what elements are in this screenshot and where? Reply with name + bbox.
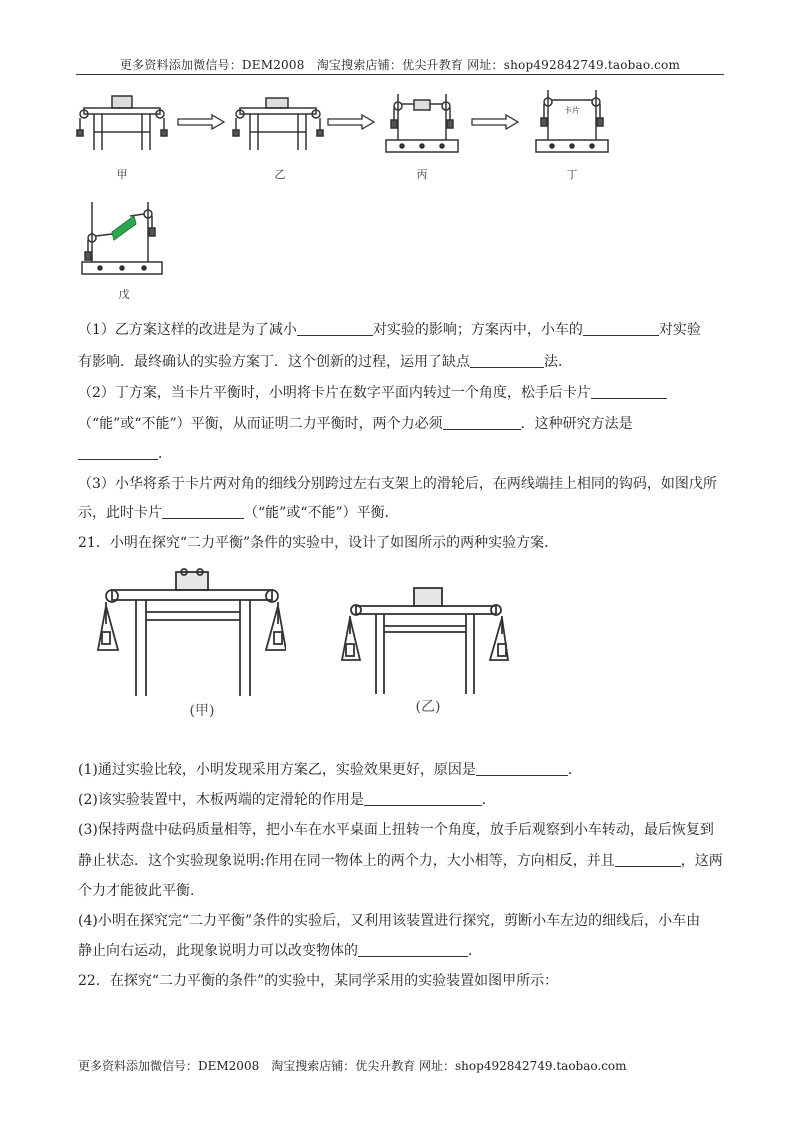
answer-blank[interactable] <box>297 321 373 336</box>
figure-label-yi-paren: (乙) <box>415 699 441 715</box>
figure-label-wu: 戊 <box>118 288 130 301</box>
q20-part1-line2: 有影响．最终确认的实验方案丁．这个创新的过程，运用了缺点 法． <box>78 354 572 370</box>
figure-bing-stand-apparatus <box>382 88 462 158</box>
q20-part2-line3: ． <box>78 444 172 464</box>
q21-stem: 21．小明在探究“二力平衡”条件的实验中，设计了如图所示的两种实验方案． <box>78 535 559 551</box>
answer-blank[interactable] <box>78 445 158 460</box>
q22-stem: 22．在探究“二力平衡的条件”的实验中，某同学采用的实验装置如图甲所示： <box>78 973 559 989</box>
arrow-right-icon <box>176 114 226 130</box>
q21-sub4-line1: (4)小明在探究完“二力平衡”条件的实验后，又利用该装置进行探究，剪断小车左边的细线后，小车由 <box>78 913 701 929</box>
figure-yi-pulley-table <box>340 582 510 696</box>
q20-part3-line1: （3）小华将系于卡片两对角的细线分别跨过左右支架上的滑轮后，在两线端挂上相同的钩码，如图戊所 <box>78 476 717 492</box>
figure-label-yi: 乙 <box>274 168 286 181</box>
q21-sub1: (1)通过实验比较，小明发现采用方案乙，实验效果更好，原因是 ． <box>78 762 582 778</box>
q20-part1-line1: （1）乙方案这样的改进是为了减小 对实验的影响；方案丙中，小车的 对实验 <box>78 322 701 338</box>
answer-blank[interactable] <box>358 942 468 957</box>
q20-part2-line1: （2）丁方案，当卡片平衡时，小明将卡片在数字平面内转过一个角度，松手后卡片 <box>78 383 667 403</box>
q20-part2-line2: （“能”或“不能”）平衡，从而证明二力平衡时，两个力必须 ．这种研究方法是 <box>78 416 633 432</box>
q21-sub4-line2: 静止向右运动，此现象说明力可以改变物体的 ． <box>78 943 482 959</box>
arrow-right-icon <box>470 114 520 130</box>
q21-sub2: (2)该实验装置中，木板两端的定滑轮的作用是 ． <box>78 792 496 808</box>
answer-blank[interactable] <box>591 384 667 399</box>
q21-sub3-line3: 个力才能彼此平衡． <box>78 883 204 899</box>
figure-yi-table-apparatus <box>232 92 324 154</box>
q21-sub3-line1: (3)保持两盘中砝码质量相等，把小车在水平桌面上扭转一个角度，放手后观察到小车转动，最后恢复到 <box>78 822 714 838</box>
page-header: 更多资料添加微信号：DEM2008 淘宝搜索店铺：优尖升教育 网址：shop492842749.taobao.com <box>119 58 681 72</box>
card-label: 卡片 <box>564 106 580 115</box>
figure-jia-pulley-table <box>96 566 286 698</box>
figure-wu-card-apparatus <box>78 198 170 282</box>
figure-row-top <box>0 88 800 301</box>
q20-part3-line2: 示，此时卡片 （“能”或“不能”）平衡． <box>78 505 399 521</box>
answer-blank[interactable] <box>583 321 659 336</box>
answer-blank[interactable] <box>162 504 244 519</box>
figure-jia-table-apparatus <box>76 92 168 154</box>
figure-label-jia-paren: (甲) <box>189 703 215 719</box>
figure-label-ding: 丁 <box>566 168 578 181</box>
answer-blank[interactable] <box>443 415 521 430</box>
figure-label-jia: 甲 <box>116 168 128 181</box>
answer-blank[interactable] <box>476 761 568 776</box>
figure-ding-card-apparatus <box>532 88 612 158</box>
header-divider <box>76 74 724 75</box>
answer-blank[interactable] <box>470 353 544 368</box>
q21-sub3-line2: 静止状态．这个实验现象说明:作用在同一物体上的两个力，大小相等，方向相反，并且 ，这两 <box>78 853 723 869</box>
answer-blank[interactable] <box>364 791 482 806</box>
arrow-right-icon <box>326 114 376 130</box>
figure-label-bing: 丙 <box>416 168 428 181</box>
answer-blank[interactable] <box>615 852 681 867</box>
page-footer: 更多资料添加微信号：DEM2008 淘宝搜索店铺：优尖升教育 网址：shop492842749.taobao.com <box>78 1059 627 1073</box>
green-card-shape <box>112 216 136 240</box>
